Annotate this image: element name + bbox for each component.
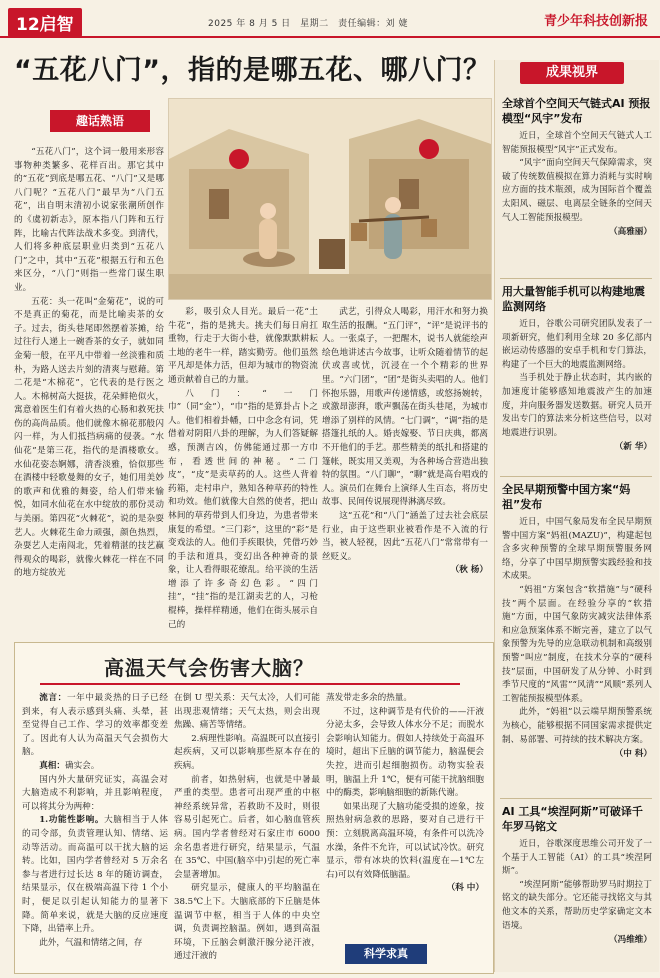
masthead (0, 0, 660, 38)
sidebar-divider (500, 798, 652, 799)
heat-paragraph: 不过，这种调节是有代价的——汗液分泌太多，会导致人体水分不足；而脱水会影响认知能力。假如人持续处于高温环境时，超出下丘脑的调节能力，脑温便会失控，进而引起细胞损伤。动物实验表明，脑温上升 1℃，便有可能干扰脑细胞中的酶类，影响脑细胞的新陈代谢。 (326, 706, 484, 799)
science-truth-tag: 科学求真 (345, 944, 427, 964)
sidebar-divider (500, 278, 652, 279)
heat-paragraph: 1.功能性影响。大脑相当于人体的司令部，负责管理认知、情绪、运动等活动。而高温可以干扰大脑的运转。比如，国内学者曾经对 5 万余名参与者进行过长达 8 年的随访调查，结果显示，仅在极端高温下待 1 个小时，便足以引起认知能力的显著下降。简单来说，就是大脑的反应速度下降，出错率上升。 (22, 815, 168, 935)
heat-paragraph: 真相：确实会。 (39, 760, 100, 771)
sidebar-paragraph: 此外，“妈祖”以云端早期预警系统为核心，能够根据不同国家需求提供定制、易部署、可持续的技术解决方案。 (502, 707, 652, 745)
street-scene-illustration (168, 98, 492, 300)
sidebar-paragraph: 当手机处于静止状态时，其内嵌的加速度计能够感知地震波产生的加速度，并向服务器发送数据。研究人员开发出专门的算法来分析这些信号，以对地震进行识别。 (502, 373, 652, 438)
sidebar-paragraph: 近日，中国气象局发布全民早期预警中国方案“妈祖(MAZU)”，构建起包含多灾种预警的全球早期预警服务网络，分享了中国早期预警实践经验和技术成果。 (502, 517, 652, 582)
sidebar-byline: （冯维维） (609, 935, 652, 946)
masthead-rule (0, 36, 660, 38)
newspaper-brand: 青少年科技创新报 (543, 14, 648, 29)
sidebar-divider (500, 476, 652, 477)
sidebar-item-title: 全球首个空间天气链式AI 预报模型“风宇”发布 (502, 97, 651, 125)
sidebar-paragraph: “风宇”面向空间天气保障需求，突破了传统数值模拟在算力消耗与实时响应方面的技术瓶颈，成为国际首个覆盖太阳风、磁层、电离层全链条的空间天气人工智能预报模型。 (502, 158, 652, 223)
heat-column-3 (326, 692, 484, 942)
page-number-badge: 12启智 (8, 8, 82, 37)
heat-article-title: 高温天气会伤害大脑？ (104, 656, 314, 680)
article-paragraph: 五花：头一花叫“金菊花”，说的可不是真正的菊花，而是比喻卖茶的女子。过去，街头巷尾即然摆着茶摊，给过往行人递上一碗香茶的女子，就如同金菊一般，在平凡中带着一丝淡雅和质朴，为路人送去片刻的清爽与慰藉。第二花是“木棉花”，它代表的是行医之人。木棉树高大挺拔，花朵鲜艳似火，寓意着医生们有着火热的心肠和救死扶伤的高尚品质。他们就像木棉花那般闪闪一样，为人们抵挡病痛的侵袭。“水仙花”是第三花，指代的是酒楼歌女。水仙花姿态婀娜，清香淡雅，恰似那些在酒楼中轻歌曼舞的女子，她们用美妙的歌声和优雅的舞姿，给人们带来愉悦，如同水仙花在水中绽放的那份灵动与美丽。第四花“火棘花”，说的是杂耍艺人。火棘花生命力顽强，颜色热烈，杂耍艺人走南闯北，凭着精湛的技艺赢得观众的喝彩，就像火棘花一样在不同的地方绽放光 (14, 296, 164, 579)
heat-paragraph: 蒸发带走多余的热量。 (326, 693, 412, 703)
article-paragraph: 八门：“一门巾”（同“金”），“巾”指的是算卦占卜之人。他们相着卦幡，口中念念有词，凭借着对阴阳八卦的理解，为人们答疑解惑，预测吉凶，仿佛能通过那一方巾布，看透世间的神秘。“二门皮”，“皮”是卖草药的人。这些人背着药箱，走村串户，熟知各种草药的特性和功效。他们就像大自然的使者，把山林间的草药带到人们身边，为患者带来康复的希望。“三门彩”，这里的“彩”是变戏法的人。他们手疾眼快，凭借巧妙的手法和道具，变幻出各种神奇的景象，让人看得眼花缭乱。给平淡的生活增添了许多奇幻色彩。“四门挂”，“挂”指的是江湖卖艺的人，习枪棍棒，操样样精通，他们在街头展示自己的 (168, 388, 318, 630)
heat-byline: （科 中） (446, 883, 484, 894)
sidebar-item-title: 用大量智能手机可以构建地震监测网络 (502, 285, 645, 313)
article-byline: （秋 杨） (450, 565, 488, 576)
article-column-3 (322, 306, 488, 618)
heat-paragraph: 前者，如热射病，也就是中暑最严重的类型。患者可出现严重的中枢神经系统异常，若救助不及时，则很容易引起死亡。后者，如心脑血管疾病。国内学者曾经对石家庄市 6000 余名患者进行研究，结果显示，气温在 35℃、中国(脑卒中)引起的死亡率会显著增加。 (174, 774, 320, 880)
sidebar-byline: （新 华） (614, 442, 652, 453)
issue-info: 2025 年 8 月 5 日 星期二 责任编辑：刘 婕 (208, 19, 409, 29)
lantern-icon (419, 139, 439, 159)
article-column-1 (14, 146, 164, 618)
heat-paragraph: 此外，气温和情绪之间，存 (39, 937, 143, 948)
sidebar-item-title: 全民早期预警中国方案“妈祖”发布 (502, 483, 631, 511)
heat-paragraph: 研究显示，健康人的平均脑温在 38.5℃上下。大脑底部的下丘脑是体温调节中枢，相当于人体的中央空调，负责调控脑温。例如，遇到高温环境，下丘脑会刺激汗腺分泌汗液，通过汗液的 (174, 883, 320, 962)
sidebar-item-fengyu (502, 96, 652, 237)
heat-column-1 (22, 692, 168, 968)
sidebar-item-quake (502, 284, 652, 452)
main-headline: “五花八门”，指的是哪五花、哪八门？ (14, 55, 491, 86)
heat-paragraph: 如果出现了大脑功能受损的迹象，按照热射病急救的思路，要对自己进行干预：立刻脱离高温环境，有条件可以洗冷水澡，条件不允许，可以试试冷饮。研究显示，带有冰块的饮料(温度在—1℃左右)可以有效降低脑温。 (326, 801, 484, 880)
heat-paragraph: 在倒 U 型关系：天气太冷，人们可能出现悲观情绪；天气太热，则会出现焦躁、痛苦等情绪。 (174, 693, 320, 731)
sidebar-paragraph: 近日，全球首个空间天气链式人工智能预报模型“风宇”正式发布。 (502, 131, 652, 155)
section-tag: 趣话熟语 (50, 110, 150, 132)
sidebar-paragraph: “妈祖”方案包含“软措施”与“硬科技”两个层面。在经验分享的“软措施”方面，中国气象防灾减灾法律体系和应急预案体系不断完善，建立了以气象预警为先导的应急联动机制和高级别预警“叫应”制度，在技术分享的“硬科技”层面，中国研发了从分钟、小时到季节尺度的“风雷”“风清”“风顺”系列人工智能预报模型体系。 (502, 584, 652, 704)
article-paragraph: “五花八门”，这个词一般用来形容事物种类繁多、花样百出。那它其中的“五花”到底是哪五花、“八门”又是哪八门呢？“五花八门”最早为“八门五花”，出自明末清初小说家张潮所创作的《虞初新志》，原本指八门阵和五行阵，比喻古代阵法战术多变。到清代，人们将多种底层职业归类到“五花八门”之中，其中“五花”根据五行和五色来区分，“八门”则指一些常门谋生职业。 (14, 147, 164, 293)
sidebar-byline: （高雅丽） (609, 227, 652, 238)
heat-paragraph: 2.病理性影响。高温既可以直接引起疾病，又可以影响那些原本存在的疾病。 (174, 733, 320, 771)
sidebar-paragraph: 近日，谷歌深度思维公司开发了一个基于人工智能（AI）的工具“埃涅阿斯”。 (502, 839, 652, 877)
lantern-icon (229, 149, 249, 169)
sidebar-item-title: AI 工具“埃涅阿斯”可破译千年罗马铭文 (502, 805, 643, 833)
heat-title-rule (40, 683, 460, 685)
sidebar-paragraph: “埃涅阿斯”能够帮助罗马时期拉丁铭文的缺失部分。它还能寻找铭文与其他文本的关系，帮助历史学家确定文本语境。 (502, 879, 652, 931)
heat-paragraph: 流言：一年中最炎热的日子已经到来，有人表示感到头痛、头晕，甚至觉得自己工作、学习的效率都变差了。因此有人认为高温天气会损伤大脑。 (22, 693, 168, 758)
heat-paragraph: 国内外大量研究证实，高温会对大脑造成不利影响，并且影响程度，可以将其分为两种： (22, 774, 168, 812)
article-paragraph: 武艺，引得众人喝彩，用汗水和努力换取生活的报酬。“五门评”，“评”是说评书的人。一张桌子，一把醒木，说书人就能绘声绘色地讲述古今故事，让听众随着情节的起伏或喜或忧，沉浸在一个个精彩的世界里。“六门团”，“团”是街头卖唱的人。他们怀抱乐器，用歌声传递情感，或悠扬婉转，或激昂澎湃，歌声飘荡在街头巷尾，为城市增添了别样的风情。“七门调”，“调”指的是搭篷扎纸的人。婚丧嫁娶、节日庆典，都离不开他们的手艺。那些精美的纸扎和搭建的篷帐，既实用又美观，为各种场合营造出独特的氛围。“八门聊”，“聊”就是高台唱戏的人。演员们在舞台上演绎人生百态，将历史故事、民间传说展现得淋漓尽致。 (322, 307, 488, 508)
sidebar-paragraph: 近日，谷歌公司研究团队发表了一项新研究，他们利用全球 20 多亿部内嵌运动传感器的安卓手机和专门算法，构建了一个巨大的地震监测网络。 (502, 319, 652, 370)
article-column-2 (168, 306, 318, 630)
heat-column-2 (174, 692, 320, 968)
sidebar-byline: （中 科） (614, 749, 652, 760)
sidebar-header: 成果视界 (520, 62, 624, 84)
article-paragraph: 这“五花”和“八门”涵盖了过去社会底层行业，由于这些职业被看作是不入流的行当，被人轻视，因此“五花八门”常常带有一丝贬义。 (322, 510, 488, 562)
sidebar-item-aeneas (502, 804, 652, 945)
sidebar-item-mazu (502, 482, 652, 759)
article-paragraph: 彩，吸引众人目光。最后一花“土牛花”，指的是挑夫。挑夫们每日肩扛重物，行走于大街小巷，就像默默耕耘土地的老牛一样，踏实勤劳。他们虽然平凡却是体力活，但却为城市的物资流通贡献着自己的力量。 (168, 307, 318, 385)
